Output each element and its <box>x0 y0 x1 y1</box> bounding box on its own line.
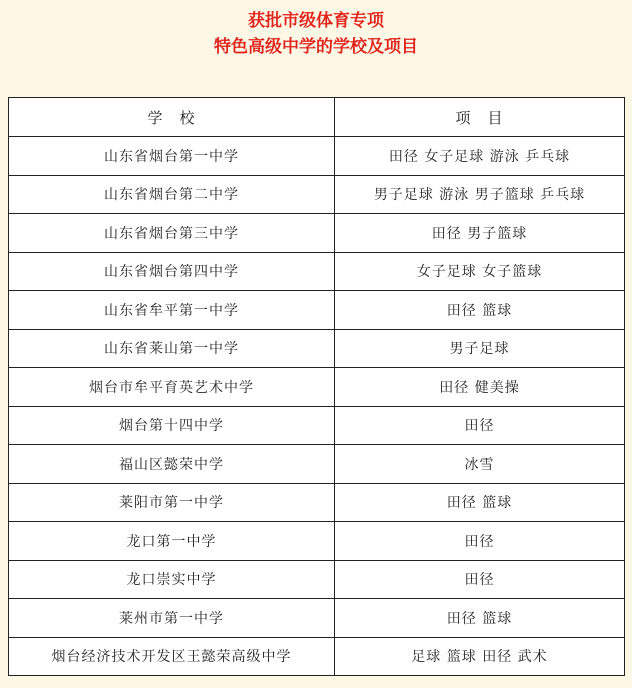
table-row <box>9 214 625 253</box>
school-cell: 山东省烟台第二中学 <box>9 175 335 214</box>
title-line-1: 获批市级体育专项 <box>248 11 384 31</box>
table-row <box>9 599 625 638</box>
school-cell: 山东省烟台第一中学 <box>9 137 335 176</box>
school-cell: 莱阳市第一中学 <box>9 483 335 522</box>
page-title <box>0 8 632 60</box>
table-row <box>9 291 625 330</box>
school-cell: 山东省烟台第三中学 <box>9 214 335 253</box>
projects-cell: 田径 女子足球 游泳 乒乓球 <box>335 137 625 176</box>
projects-cell: 足球 篮球 田径 武术 <box>335 637 625 676</box>
projects-cell: 田径 <box>335 560 625 599</box>
header-projects: 项 目 <box>335 98 625 137</box>
school-cell: 烟台经济技术开发区王懿荣高级中学 <box>9 637 335 676</box>
projects-cell: 田径 <box>335 406 625 445</box>
projects-cell: 女子足球 女子篮球 <box>335 252 625 291</box>
projects-cell: 田径 篮球 <box>335 483 625 522</box>
table-row <box>9 483 625 522</box>
school-cell: 烟台市牟平育英艺术中学 <box>9 368 335 407</box>
school-cell: 山东省牟平第一中学 <box>9 291 335 330</box>
projects-cell: 冰雪 <box>335 445 625 484</box>
projects-cell: 田径 <box>335 522 625 561</box>
projects-cell: 男子足球 游泳 男子篮球 乒乓球 <box>335 175 625 214</box>
projects-cell: 田径 男子篮球 <box>335 214 625 253</box>
table-row <box>9 637 625 676</box>
projects-cell: 男子足球 <box>335 329 625 368</box>
table-row <box>9 175 625 214</box>
table-header-row <box>9 98 625 137</box>
school-cell: 莱州市第一中学 <box>9 599 335 638</box>
table-row <box>9 368 625 407</box>
school-cell: 山东省莱山第一中学 <box>9 329 335 368</box>
table-row <box>9 560 625 599</box>
table-row <box>9 445 625 484</box>
schools-table-container <box>8 97 624 676</box>
table-row <box>9 522 625 561</box>
table-row <box>9 406 625 445</box>
schools-table <box>8 97 625 676</box>
school-cell: 龙口第一中学 <box>9 522 335 561</box>
projects-cell: 田径 篮球 <box>335 599 625 638</box>
school-cell: 山东省烟台第四中学 <box>9 252 335 291</box>
table-row <box>9 137 625 176</box>
projects-cell: 田径 篮球 <box>335 291 625 330</box>
school-cell: 龙口崇实中学 <box>9 560 335 599</box>
table-row <box>9 252 625 291</box>
school-cell: 烟台第十四中学 <box>9 406 335 445</box>
projects-cell: 田径 健美操 <box>335 368 625 407</box>
title-line-2: 特色高级中学的学校及项目 <box>214 37 418 57</box>
header-school: 学 校 <box>9 98 335 137</box>
school-cell: 福山区懿荣中学 <box>9 445 335 484</box>
table-row <box>9 329 625 368</box>
table-body <box>9 137 625 676</box>
